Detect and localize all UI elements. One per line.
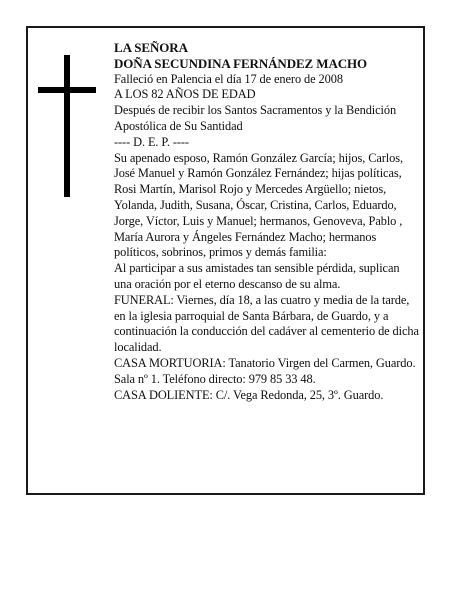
mortuary-info: CASA MORTUORIA: Tanatorio Virgen del Carmen, Guardo. Sala nº 1. Teléfono directo: 979 85 33 48. — [114, 355, 416, 386]
sacraments-text: Después de recibir los Santos Sacramentos y la Bendición Apostólica de Su Santidad — [114, 103, 397, 133]
prayer-request: Al participar a sus amistades tan sensible pérdida, suplican una oración por el eterno descanso de su alma. — [114, 261, 400, 291]
funeral-info: FUNERAL: Viernes, día 18, a las cuatro y media de la tarde, en la iglesia parroquial de Santa Bárbara, de Guardo, y a continuación la conducción del cadáver al cementerio de dicha localidad. — [114, 292, 419, 355]
cross-horizontal-bar — [38, 87, 96, 93]
death-line: Falleció en Palencia el día 17 de enero de 2008 — [114, 71, 343, 86]
obituary-text — [114, 40, 420, 403]
age-line: A LOS 82 AÑOS DE EDAD — [114, 87, 256, 102]
latin-cross-icon — [38, 55, 96, 197]
deceased-name: DOÑA SECUNDINA FERNÁNDEZ MACHO — [114, 55, 368, 71]
cross-vertical-bar — [64, 55, 70, 197]
family-text: Su apenado esposo, Ramón González García; hijos, Carlos, José Manuel y Ramón González Fernández; hijas políticas, Rosi Martín, Marisol Rojo y Mercedes Argüello; nietos, Yolanda, Judith, Susana, Óscar, Cristina, Carlos, Eduardo, Jorge, Víctor, Luis y Manuel; hermanos, Genoveva, Pablo , María Aurora y Ángeles Fernández Macho; hermanos políticos, sobrinos, primos y demás familia: — [114, 150, 403, 260]
obituary-title: LA SEÑORA — [114, 40, 188, 55]
dep-line: ---- D. E. P. ---- — [114, 134, 189, 149]
home-info: CASA DOLIENTE: C/. Vega Redonda, 25, 3º. Guardo. — [114, 387, 384, 402]
